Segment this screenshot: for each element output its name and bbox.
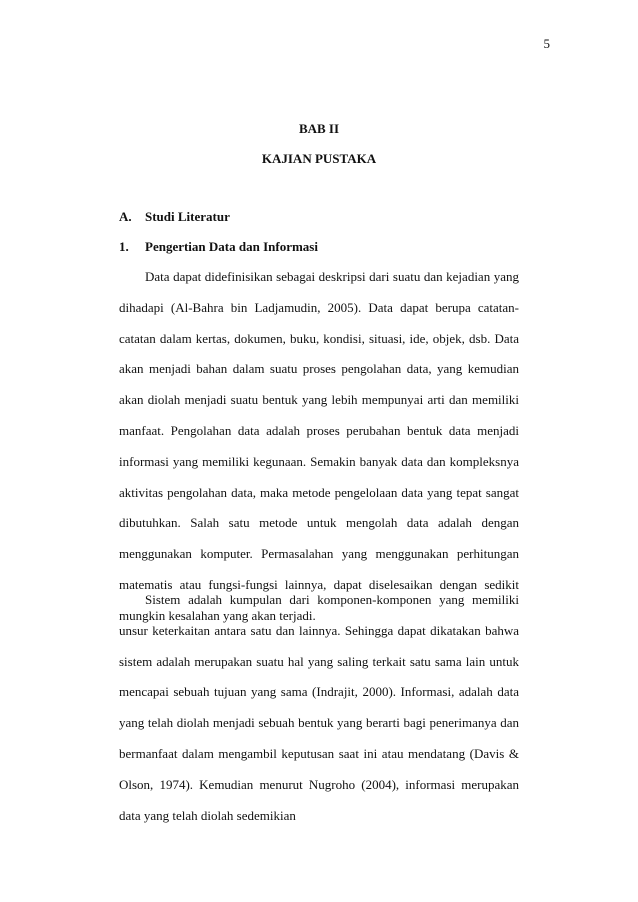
section-title: Studi Literatur [145,209,230,224]
chapter-label: BAB II [298,121,340,136]
section-number: A. [119,209,132,224]
body-paragraph: Data dapat didefinisikan sebagai deskripsi dari suatu dan kejadian yang dihadapi (Al-Bahra bin Ladjamudin, 2005). Data dapat berupa catatan-catatan dalam kertas, dokumen, buku, kondisi, situasi, ide, objek, dsb. Data akan menjadi bahan dalam suatu proses pengolahan data, yang kemudian akan diolah menjadi suatu bentuk yang lebih mempunyai arti dan memiliki manfaat. Pengolahan data adalah proses perubahan bentuk data menjadi informasi yang memiliki kegunaan. Semakin banyak data dan kompleksnya aktivitas pengolahan data, maka metode pengelolaan data yang tepat sangat dibutuhkan. Salah satu metode untuk mengolah data adalah dengan menggunakan komputer. Permasalahan yang menggunakan perhitungan matematis atau fungsi-fungsi lainnya, dapat diselesaikan dengan sedikit mungkin kesalahan yang akan terjadi. [119,269,519,623]
chapter-title: KAJIAN PUSTAKA [261,151,377,166]
subsection-heading-pengertian-data [119,239,318,255]
section-heading-studi-literatur [119,209,230,225]
body-paragraph-1-container [119,262,519,632]
subsection-number: 1. [119,239,129,254]
body-paragraph-2-container [119,585,519,831]
page-number: 5 [543,36,550,51]
body-paragraph: Sistem adalah kumpulan dari komponen-komponen yang memiliki unsur keterkaitan antara satu dan lainnya. Sehingga dapat dikatakan bahwa sistem adalah merupakan suatu hal yang saling terkait satu sama lain untuk mencapai sebuah tujuan yang sama (Indrajit, 2000). Informasi, adalah data yang telah diolah menjadi sebuah bentuk yang berarti bagi penerimanya dan bermanfaat dalam mengambil keputusan saat ini atau mendatang (Davis & Olson, 1974). Kemudian menurut Nugroho (2004), informasi merupakan data yang telah diolah sedemikian [119,592,519,823]
subsection-title: Pengertian Data dan Informasi [145,239,318,254]
